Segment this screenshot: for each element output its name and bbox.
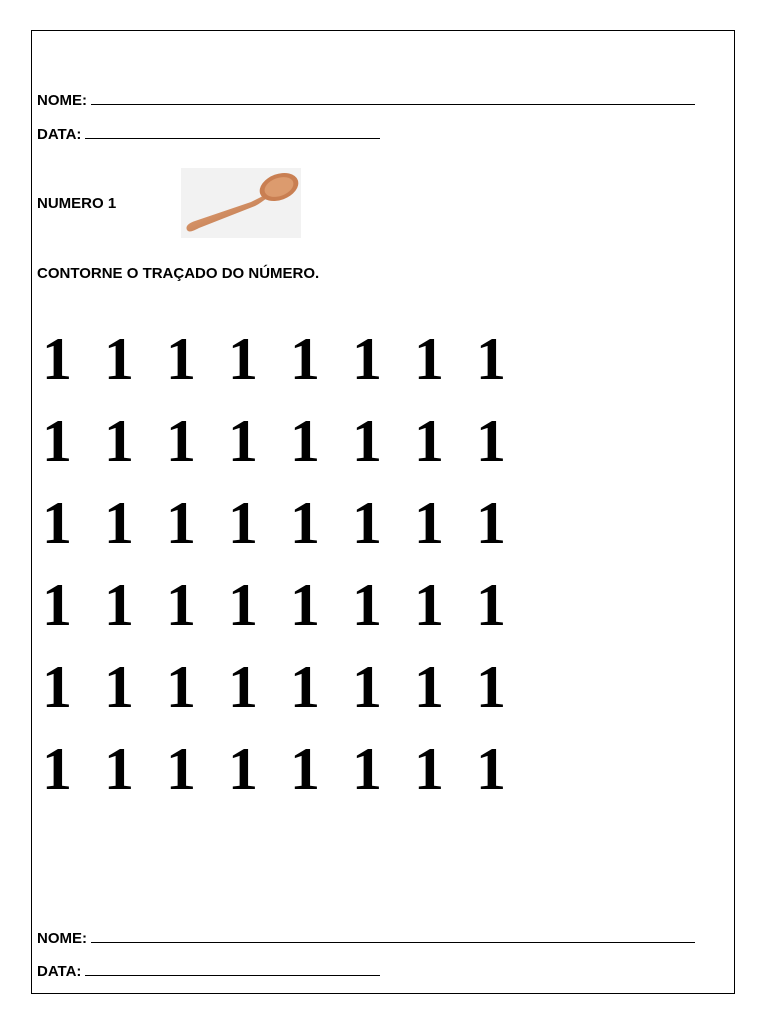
tracing-digit[interactable]: 1: [414, 490, 444, 556]
tracing-digit[interactable]: 1: [104, 408, 134, 474]
tracing-digit[interactable]: 1: [104, 654, 134, 720]
tracing-digit[interactable]: 1: [476, 572, 506, 638]
date-line: [37, 124, 380, 144]
footer-name-label: NOME:: [37, 930, 87, 947]
tracing-digit[interactable]: 1: [228, 736, 258, 802]
tracing-digit[interactable]: 1: [42, 326, 72, 392]
footer-date-label: DATA:: [37, 963, 82, 980]
tracing-digit[interactable]: 1: [104, 736, 134, 802]
footer-name-field[interactable]: [91, 928, 695, 943]
spoon-image: [181, 168, 301, 238]
tracing-digit[interactable]: 1: [166, 408, 196, 474]
tracing-digit[interactable]: 1: [228, 572, 258, 638]
worksheet-page: [31, 30, 735, 994]
tracing-digit[interactable]: 1: [414, 654, 444, 720]
tracing-digit[interactable]: 1: [352, 572, 382, 638]
tracing-digit[interactable]: 1: [476, 490, 506, 556]
tracing-digit[interactable]: 1: [104, 572, 134, 638]
tracing-digit[interactable]: 1: [414, 408, 444, 474]
tracing-digit[interactable]: 1: [414, 736, 444, 802]
tracing-digit[interactable]: 1: [414, 326, 444, 392]
number-title: NUMERO 1: [37, 195, 117, 212]
footer-name-line: [37, 928, 695, 948]
name-line: [37, 90, 695, 110]
tracing-digit[interactable]: 1: [228, 654, 258, 720]
tracing-digit[interactable]: 1: [166, 572, 196, 638]
tracing-digit[interactable]: 1: [290, 490, 320, 556]
footer-date-line: [37, 961, 380, 981]
tracing-digit[interactable]: 1: [42, 408, 72, 474]
tracing-digit[interactable]: 1: [166, 654, 196, 720]
tracing-digit[interactable]: 1: [42, 490, 72, 556]
tracing-digit[interactable]: 1: [290, 654, 320, 720]
tracing-digit[interactable]: 1: [352, 408, 382, 474]
tracing-digit[interactable]: 1: [414, 572, 444, 638]
tracing-digit[interactable]: 1: [352, 326, 382, 392]
date-label: DATA:: [37, 126, 82, 143]
tracing-digit[interactable]: 1: [290, 572, 320, 638]
spoon-icon: [181, 168, 301, 238]
tracing-digit[interactable]: 1: [166, 326, 196, 392]
tracing-digit[interactable]: 1: [476, 654, 506, 720]
tracing-digit[interactable]: 1: [352, 654, 382, 720]
tracing-digit[interactable]: 1: [42, 736, 72, 802]
name-field[interactable]: [91, 90, 695, 105]
tracing-digit[interactable]: 1: [290, 408, 320, 474]
tracing-digit[interactable]: 1: [352, 490, 382, 556]
tracing-digit[interactable]: 1: [166, 490, 196, 556]
instruction-text: CONTORNE O TRAÇADO DO NÚMERO.: [37, 265, 320, 282]
tracing-digit[interactable]: 1: [352, 736, 382, 802]
footer-date-field[interactable]: [85, 961, 380, 976]
tracing-digit[interactable]: 1: [42, 654, 72, 720]
tracing-digit[interactable]: 1: [476, 408, 506, 474]
tracing-digit[interactable]: 1: [290, 736, 320, 802]
tracing-digit[interactable]: 1: [104, 490, 134, 556]
tracing-digit[interactable]: 1: [228, 326, 258, 392]
name-label: NOME:: [37, 92, 87, 109]
tracing-digit[interactable]: 1: [476, 736, 506, 802]
tracing-digit[interactable]: 1: [290, 326, 320, 392]
date-field[interactable]: [85, 124, 380, 139]
tracing-digit[interactable]: 1: [166, 736, 196, 802]
tracing-digit[interactable]: 1: [42, 572, 72, 638]
tracing-digit[interactable]: 1: [228, 408, 258, 474]
tracing-digit[interactable]: 1: [228, 490, 258, 556]
tracing-digit[interactable]: 1: [104, 326, 134, 392]
tracing-digit[interactable]: 1: [476, 326, 506, 392]
